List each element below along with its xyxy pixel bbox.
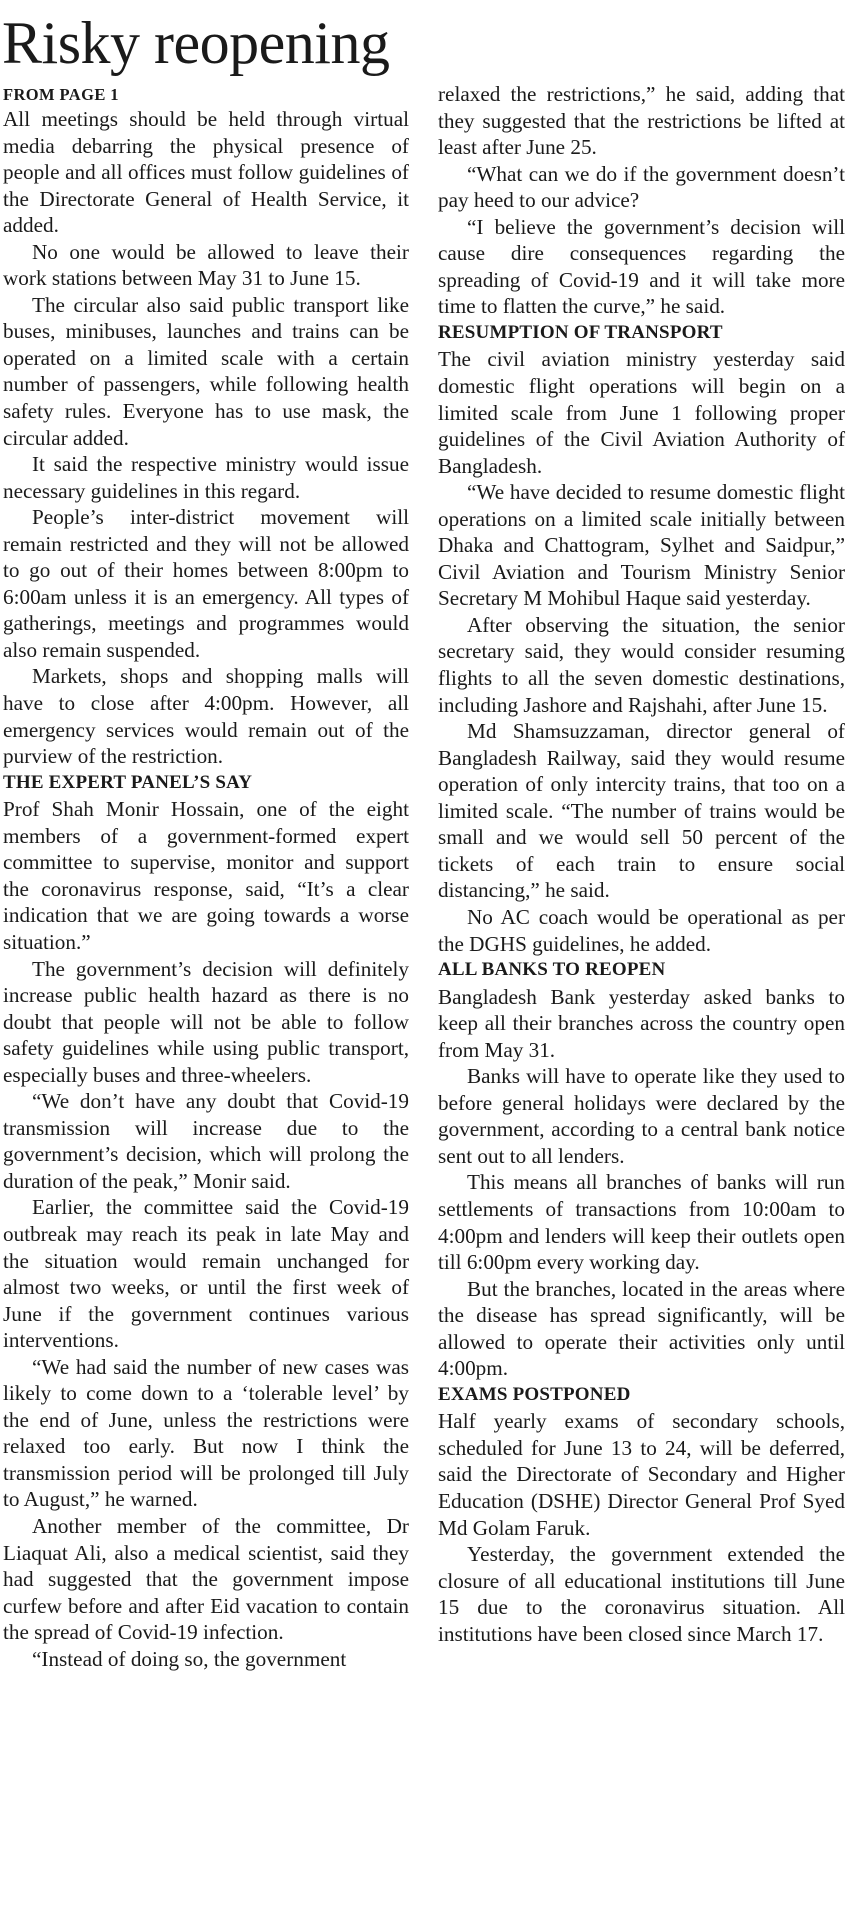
paragraph: “We have decided to resume domestic flight operations on a limited scale initially between Dhaka and Chattogram, Sylhet and Saidpur,” Civil Aviation and Tourism Ministry Senior Secretary M Mohibul Haque said yesterday. xyxy=(438,480,845,611)
paragraph: The government’s decision will definitely increase public health hazard as there is no doubt that people will not be able to follow safety guidelines while using public transport, especially buses and three-wheelers. xyxy=(3,956,409,1087)
paragraph: Banks will have to operate like they used to before general holidays were declared by the government, according to a central bank notice sent out to all lenders. xyxy=(438,1064,845,1168)
subhead-transport: RESUMPTION OF TRANSPORT xyxy=(438,321,723,343)
paragraph: The circular also said public transport like buses, minibuses, launches and trains can be operated on a limited scale with a certain number of passengers, while following health safety rules. Everyone has to use mask, the circular added. xyxy=(3,292,409,450)
paragraph: No AC coach would be operational as per the DGHS guidelines, he added. xyxy=(438,904,845,956)
paragraph: But the branches, located in the areas where the disease has spread significantly, will be allowed to operate their activities only until 4:00pm. xyxy=(438,1276,845,1381)
paragraph: relaxed the restrictions,” he said, adding that they suggested that the restrictions be lifted at least after June 25. xyxy=(438,82,845,160)
paragraph: “We had said the number of new cases was likely to come down to a ‘tolerable level’ by the end of June, unless the restrictions were relaxed too early. But now I think the transmission period will be prolonged till July to August,” he warned. xyxy=(3,1354,409,1512)
paragraph: It said the respective ministry would issue necessary guidelines in this regard. xyxy=(3,452,409,503)
article-column-right xyxy=(438,81,845,1647)
paragraph: After observing the situation, the senior secretary said, they would consider resuming flights to all the seven domestic destinations, including Jashore and Rajshahi, after June 15. xyxy=(438,612,845,717)
headline: Risky reopening xyxy=(2,10,390,76)
subhead-banks: ALL BANKS TO REOPEN xyxy=(438,959,666,981)
paragraph: This means all branches of banks will run settlements of transactions from 10:00am to 4:00pm and lenders will keep their outlets open till 6:00pm every working day. xyxy=(438,1170,845,1275)
paragraph: Md Shamsuzzaman, director general of Bangladesh Railway, said they would resume operation of only intercity trains, that too on a limited scale. “The number of trains would be small and we would sell 50 percent of the tickets of each train to ensure social distancing,” he said. xyxy=(438,719,845,903)
paragraph: Yesterday, the government extended the closure of all educational institutions till June 15 due to the coronavirus situation. All institutions have been closed since March 17. xyxy=(438,1542,845,1646)
continuation-kicker: FROM PAGE 1 xyxy=(3,85,119,104)
paragraph: Prof Shah Monir Hossain, one of the eight members of a government-formed expert committee to supervise, monitor and support the coronavirus response, said, “It’s a clear indication that we are going towards a worse situation.” xyxy=(3,797,409,954)
subhead-exams: EXAMS POSTPONED xyxy=(438,1383,631,1405)
paragraph: The civil aviation ministry yesterday said domestic flight operations will begin on a limited scale from June 1 following proper guidelines of the Civil Aviation Authority of Bangladesh. xyxy=(438,347,845,478)
paragraph: Another member of the committee, Dr Liaquat Ali, also a medical scientist, said they had suggested that the government impose curfew before and after Eid vacation to contain the spread of Covid-19 infection. xyxy=(3,1513,409,1645)
paragraph: “Instead of doing so, the government xyxy=(32,1646,347,1671)
paragraph: “I believe the government’s decision will cause dire consequences regarding the spreading of Covid-19 and it will take more time to flatten the curve,” he said. xyxy=(438,214,845,319)
paragraph: All meetings should be held through virtual media debarring the physical presence of people and all offices must follow guidelines of the Directorate General of Health Service, it added. xyxy=(3,107,409,238)
article-column-left xyxy=(3,84,409,1672)
subhead-expert-panel: THE EXPERT PANEL’S SAY xyxy=(3,771,253,793)
paragraph: Bangladesh Bank yesterday asked banks to keep all their branches across the country open from May 31. xyxy=(438,984,845,1062)
paragraph: People’s inter-district movement will remain restricted and they will not be allowed to go out of their homes between 8:00pm to 6:00am unless it is an emergency. All types of gatherings, meetings and programmes would also remain suspended. xyxy=(3,505,409,662)
paragraph: Markets, shops and shopping malls will have to close after 4:00pm. However, all emergency services would remain out of the purview of the restriction. xyxy=(3,664,409,769)
paragraph: Half yearly exams of secondary schools, scheduled for June 13 to 24, will be deferred, said the Directorate of Secondary and Higher Education (DSHE) Director General Prof Syed Md Golam Faruk. xyxy=(438,1409,845,1540)
paragraph: Earlier, the committee said the Covid-19 outbreak may reach its peak in late May and the situation would remain unchanged for almost two weeks, or until the first week of June if the government continues various interventions. xyxy=(3,1195,409,1353)
paragraph: “What can we do if the government doesn’t pay heed to our advice? xyxy=(438,161,845,213)
paragraph: “We don’t have any doubt that Covid-19 transmission will increase due to the government’s decision, which will prolong the duration of the peak,” Monir said. xyxy=(3,1089,409,1193)
paragraph: No one would be allowed to leave their work stations between May 31 to June 15. xyxy=(3,239,409,291)
